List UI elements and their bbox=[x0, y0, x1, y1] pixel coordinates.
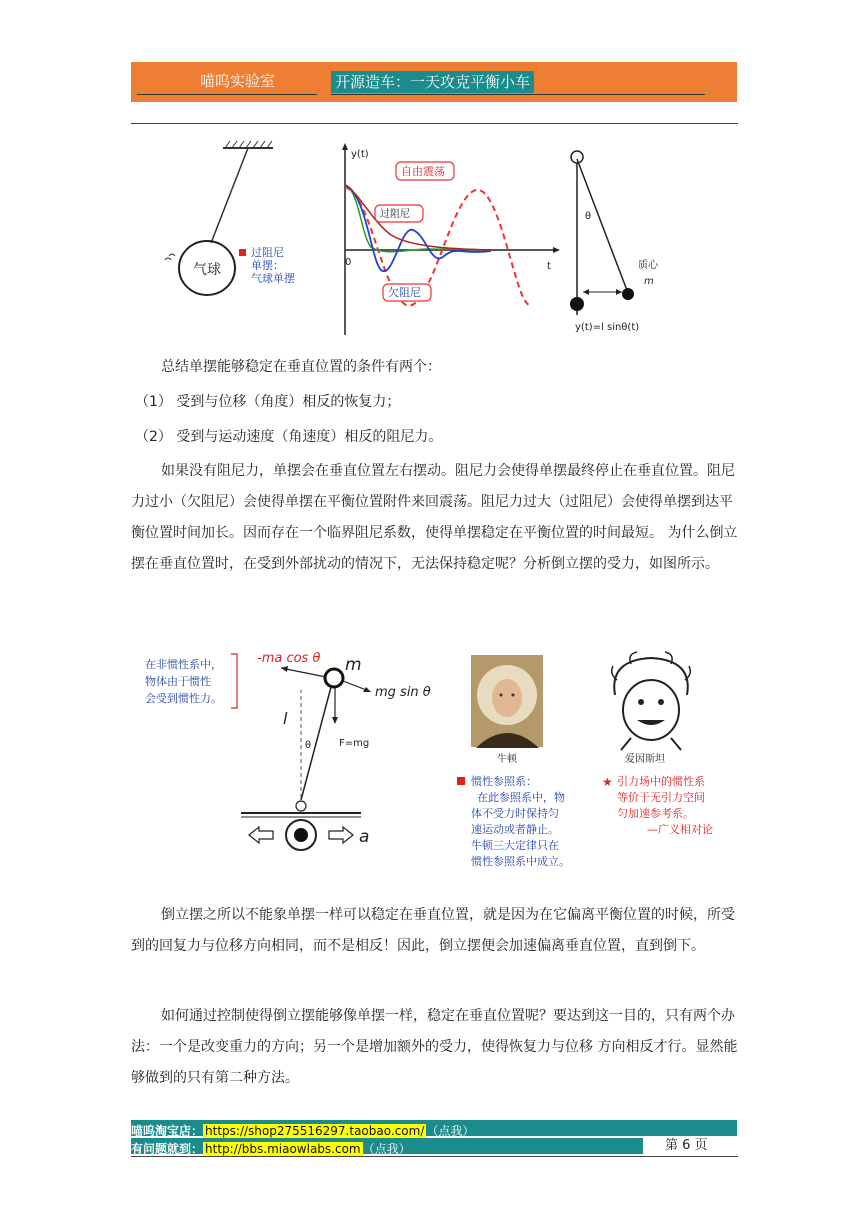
footer-forum-row bbox=[131, 1138, 643, 1154]
force-macos-label: -ma cos θ bbox=[257, 651, 321, 666]
underdamped-curve bbox=[345, 185, 491, 271]
newton-note bbox=[457, 774, 570, 868]
pendulum-formula: y(t)=l sinθ(t) bbox=[575, 322, 640, 333]
paragraph-stability-conditions: 总结单摆能够稳定在垂直位置的条件有两个： bbox=[161, 359, 441, 375]
acceleration-label: a bbox=[359, 827, 370, 847]
legend-bullet bbox=[239, 249, 246, 256]
inertial-note-line-2: 物体由于惯性 bbox=[145, 675, 211, 688]
legend-line-1: 过阻尼 bbox=[251, 246, 284, 259]
footer-forum-label: 有问题就到： bbox=[131, 1142, 204, 1156]
newton-note-line-2: 在此参照系中，物 bbox=[477, 791, 565, 804]
legend-line-3: 气球单摆 bbox=[251, 272, 295, 285]
theta-label: θ bbox=[305, 740, 312, 751]
newton-note-line-5: 牛顿三大定律只在 bbox=[471, 839, 559, 852]
newton-note-line-1: 惯性参照系： bbox=[471, 775, 537, 788]
mass-label: m bbox=[345, 655, 362, 675]
einstein-note-line-3: 匀加速参考系。 bbox=[617, 807, 694, 820]
inertial-note-line-1: 在非惯性系中， bbox=[145, 658, 222, 671]
figure-inverted-pendulum bbox=[131, 640, 738, 875]
balloon-label: 气球 bbox=[193, 262, 221, 278]
newton-caption: 牛顿 bbox=[497, 754, 517, 765]
legend-line-2: 单摆： bbox=[251, 259, 284, 272]
einstein-caption: 爱因斯坦 bbox=[625, 754, 665, 765]
einstein-portrait bbox=[612, 652, 691, 765]
header-lab-name: 喵呜实验室 bbox=[200, 72, 276, 90]
footer-shop-note[interactable]: （点我） bbox=[426, 1124, 475, 1138]
paragraph-condition-1: （1） 受到与位移（角度）相反的恢复力； bbox=[135, 394, 401, 410]
graph-origin-label: 0 bbox=[345, 257, 352, 268]
header-rule bbox=[131, 123, 738, 124]
force-mgsin-label: mg sin θ bbox=[375, 685, 431, 700]
graph-x-axis-label: t bbox=[547, 261, 551, 272]
paragraph-inverted-instability: 倒立摆之所以不能象单摆一样可以稳定在垂直位置，就是因为在它偏离平衡位置的时候，所受到的回复力与位移方向相同，而不是相反！因此，倒立摆便会加速偏离垂直位置，直到倒下。 bbox=[131, 907, 735, 954]
star-icon: ★ bbox=[602, 775, 613, 789]
label-overdamped: 过阻尼 bbox=[380, 209, 410, 220]
balloon-pendulum-illustration bbox=[165, 141, 295, 295]
pendulum-mass-label: m bbox=[644, 276, 654, 287]
einstein-note-line-1: 引力场中的惯性系 bbox=[617, 775, 705, 788]
footer-shop-link[interactable]: https://shop275516297.taobao.com/ bbox=[205, 1124, 425, 1138]
label-free-oscillation: 自由震荡 bbox=[401, 165, 445, 178]
label-underdamped: 欠阻尼 bbox=[388, 286, 421, 299]
header-doc-title: 开源造车：一天攻克平衡小车 bbox=[331, 71, 534, 93]
inertial-force-note bbox=[145, 654, 237, 708]
einstein-note bbox=[602, 774, 713, 836]
newton-note-line-4: 速运动或者静止。 bbox=[471, 823, 559, 836]
length-label: l bbox=[283, 709, 288, 728]
inverted-pendulum-diagram bbox=[241, 651, 431, 850]
pendulum-mass-center: 质心 bbox=[638, 260, 658, 271]
inertial-note-line-3: 会受到惯性力。 bbox=[145, 692, 222, 705]
gravity-label: F=mg bbox=[339, 738, 370, 749]
newton-note-line-3: 体不受力时保持匀 bbox=[471, 807, 559, 820]
response-graph bbox=[342, 143, 560, 335]
graph-y-axis-label: y(t) bbox=[351, 149, 369, 160]
header-underline-right bbox=[331, 94, 705, 95]
newton-portrait bbox=[471, 655, 543, 765]
figure-damping bbox=[131, 135, 738, 340]
footer-shop-label: 喵呜淘宝店： bbox=[131, 1124, 204, 1138]
newton-note-line-6: 惯性参照系中成立。 bbox=[471, 855, 570, 868]
paragraph-damping-explanation: 如果没有阻尼力，单摆会在垂直位置左右摆动。阻尼力会使得单摆最终停止在垂直位置。阻尼力过小（欠阻尼）会使得单摆在平衡位置附件来回震荡。阻尼力过大（过阻尼）会使得单摆到达平衡位置时间加长。因而存在一个临界阻尼系数，使得单摆稳定在平衡位置的时间最短。 为什么倒立摆在垂直位置时，在受到外部扰动的情况下，无法保持稳定呢？分析倒立摆的受力，如图所示。 bbox=[131, 463, 738, 572]
footer-shop-row bbox=[131, 1120, 737, 1136]
footer-forum-link[interactable]: http://bbs.miaowlabs.com bbox=[205, 1142, 361, 1156]
header-underline-left bbox=[137, 94, 317, 95]
rigid-pendulum-diagram bbox=[570, 151, 659, 333]
footer-rule bbox=[131, 1156, 738, 1157]
einstein-note-line-2: 等价于无引力空间 bbox=[617, 791, 705, 804]
einstein-note-line-4: —广义相对论 bbox=[647, 823, 713, 836]
pendulum-theta: θ bbox=[585, 211, 592, 222]
paragraph-condition-2: （2） 受到与运动速度（角速度）相反的阻尼力。 bbox=[135, 429, 443, 445]
footer-forum-note[interactable]: （点我） bbox=[362, 1142, 411, 1156]
paragraph-control-approach: 如何通过控制使得倒立摆能够像单摆一样，稳定在垂直位置呢？要达到这一目的，只有两个办法：一个是改变重力的方向；另一个是增加额外的受力，使得恢复力与位移 方向相反才行。显然能够做到的只有第二种方法。 bbox=[131, 1008, 738, 1086]
page-number: 第 6 页 bbox=[665, 1138, 708, 1153]
